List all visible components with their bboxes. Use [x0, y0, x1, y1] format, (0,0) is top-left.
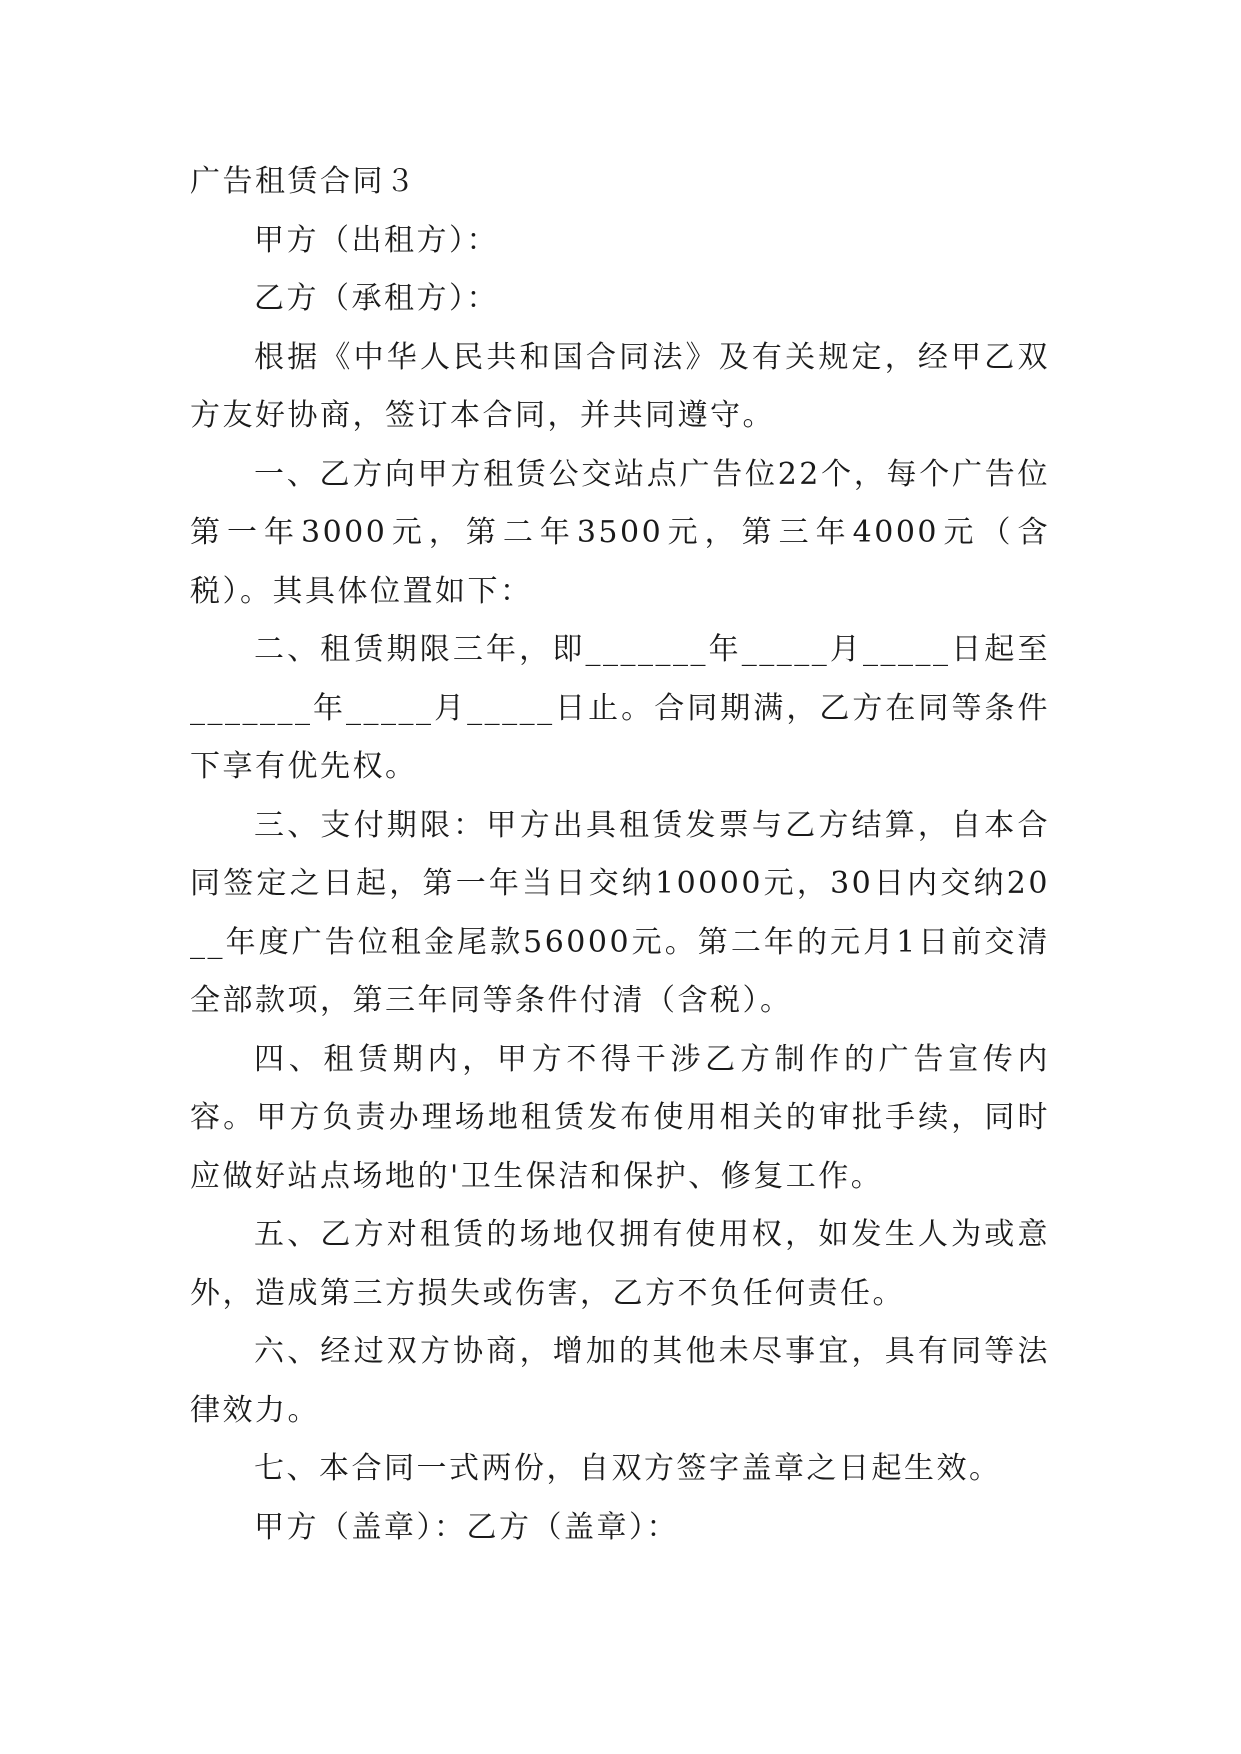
clause-1-paragraph: 一、乙方向甲方租赁公交站点广告位22个，每个广告位第一年3000元，第二年3500元，第三年4000元（含税）。其具体位置如下： — [190, 456, 1050, 609]
party-a-line: 甲方（出租方）： — [254, 222, 499, 258]
clause-3-paragraph: 三、支付期限：甲方出具租赁发票与乙方结算，自本合同签定之日起，第一年当日交纳10000元，30日内交纳20__年度广告位租金尾款56000元。第二年的元月1日前交清全部款项，第三年同等条件付清（含税）。 — [190, 807, 1050, 1018]
clause-5-paragraph: 五、乙方对租赁的场地仅拥有使用权，如发生人为或意外，造成第三方损失或伤害，乙方不负任何责任。 — [190, 1217, 1050, 1311]
clause-7-paragraph: 七、本合同一式两份，自双方签字盖章之日起生效。 — [254, 1451, 1002, 1486]
clause-2-paragraph: 二、租赁期限三年，即_______年_____月_____日起至_______年_____月_____日止。合同期满，乙方在同等条件下享有优先权。 — [190, 632, 1050, 784]
party-b-line: 乙方（承租方）： — [254, 281, 499, 316]
document-title: 广告租赁合同３ — [190, 164, 418, 199]
clause-6-paragraph: 六、经过双方协商，增加的其他未尽事宜，具有同等法律效力。 — [190, 1334, 1050, 1428]
clause-4-paragraph: 四、租赁期内，甲方不得干涉乙方制作的广告宣传内容。甲方负责办理场地租赁发布使用相关的审批手续，同时应做好站点场地的'卫生保洁和保护、修复工作。 — [190, 1041, 1050, 1194]
signature-line: 甲方（盖章）：乙方（盖章）： — [254, 1509, 679, 1545]
preamble-paragraph: 根据《中华人民共和国合同法》及有关规定，经甲乙双方友好协商，签订本合同，并共同遵守。 — [190, 339, 1050, 433]
document-body — [190, 153, 1050, 1557]
